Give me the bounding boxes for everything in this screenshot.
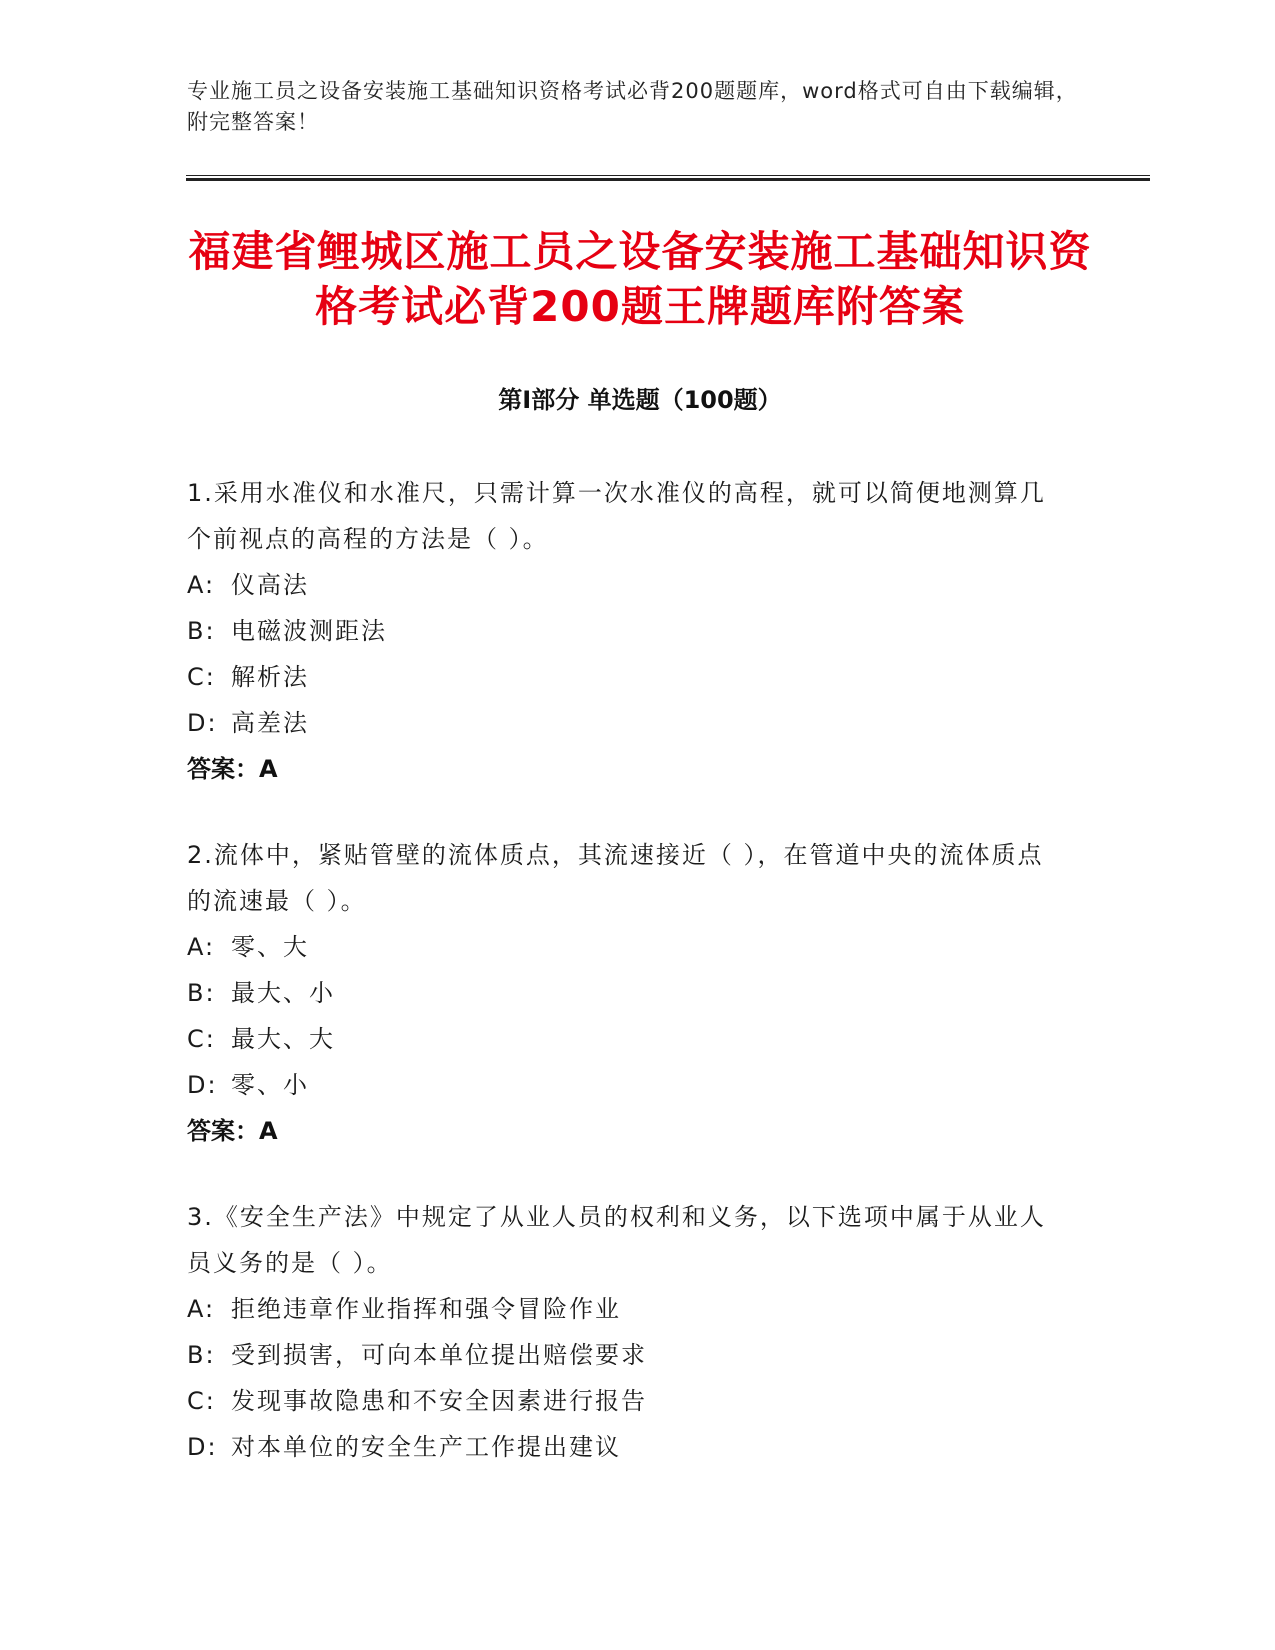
question-2 [187, 832, 1067, 1154]
option-letter: D: [187, 1433, 218, 1461]
question-1 [187, 470, 1067, 792]
option-text: 最大、大 [231, 1025, 335, 1053]
answer: 答案：A [187, 755, 278, 783]
option-a [187, 562, 1067, 608]
document-title: 福建省鲤城区施工员之设备安装施工基础知识资格考试必背200题王牌题库附答案 [188, 227, 1092, 331]
header-note: 专业施工员之设备安装施工基础知识资格考试必背200题题库，word格式可自由下载编辑，附完整答案！ [187, 79, 1078, 134]
option-letter: C: [187, 1387, 216, 1415]
option-letter: A: [187, 571, 216, 599]
section-title: 第I部分 单选题（100题） [498, 386, 782, 414]
option-letter: A: [187, 933, 216, 961]
option-c [187, 654, 1067, 700]
header-rule-thick [186, 178, 1150, 181]
option-text: 解析法 [231, 663, 309, 691]
option-letter: D: [187, 709, 218, 737]
option-letter: B: [187, 979, 216, 1007]
option-text: 对本单位的安全生产工作提出建议 [231, 1433, 621, 1461]
option-d [187, 1062, 1067, 1108]
option-b [187, 608, 1067, 654]
option-text: 电磁波测距法 [231, 617, 387, 645]
option-text: 仪高法 [231, 571, 309, 599]
option-d [187, 700, 1067, 746]
option-a [187, 924, 1067, 970]
question-stem: 1.采用水准仪和水准尺，只需计算一次水准仪的高程，就可以简便地测算几个前视点的高程的方法是（ ）。 [187, 479, 1046, 553]
option-text: 零、小 [231, 1071, 309, 1099]
question-stem: 3.《安全生产法》中规定了从业人员的权利和义务，以下选项中属于从业人员义务的是（ ）。 [187, 1203, 1046, 1277]
option-letter: C: [187, 1025, 216, 1053]
option-d [187, 1424, 1067, 1470]
option-c [187, 1016, 1067, 1062]
option-text: 受到损害，可向本单位提出赔偿要求 [231, 1341, 647, 1369]
option-text: 拒绝违章作业指挥和强令冒险作业 [231, 1295, 621, 1323]
option-text: 发现事故隐患和不安全因素进行报告 [231, 1387, 647, 1415]
option-b [187, 970, 1067, 1016]
option-letter: B: [187, 617, 216, 645]
option-letter: A: [187, 1295, 216, 1323]
option-letter: B: [187, 1341, 216, 1369]
answer: 答案：A [187, 1117, 278, 1145]
option-text: 高差法 [231, 709, 309, 737]
option-b [187, 1332, 1067, 1378]
option-text: 最大、小 [231, 979, 335, 1007]
option-letter: C: [187, 663, 216, 691]
option-text: 零、大 [231, 933, 309, 961]
option-c [187, 1378, 1067, 1424]
option-a [187, 1286, 1067, 1332]
question-3 [187, 1194, 1067, 1470]
option-letter: D: [187, 1071, 218, 1099]
question-stem: 2.流体中，紧贴管壁的流体质点，其流速接近（ ），在管道中央的流体质点的流速最（ ）。 [187, 841, 1044, 915]
header-rule-thin [186, 175, 1150, 176]
